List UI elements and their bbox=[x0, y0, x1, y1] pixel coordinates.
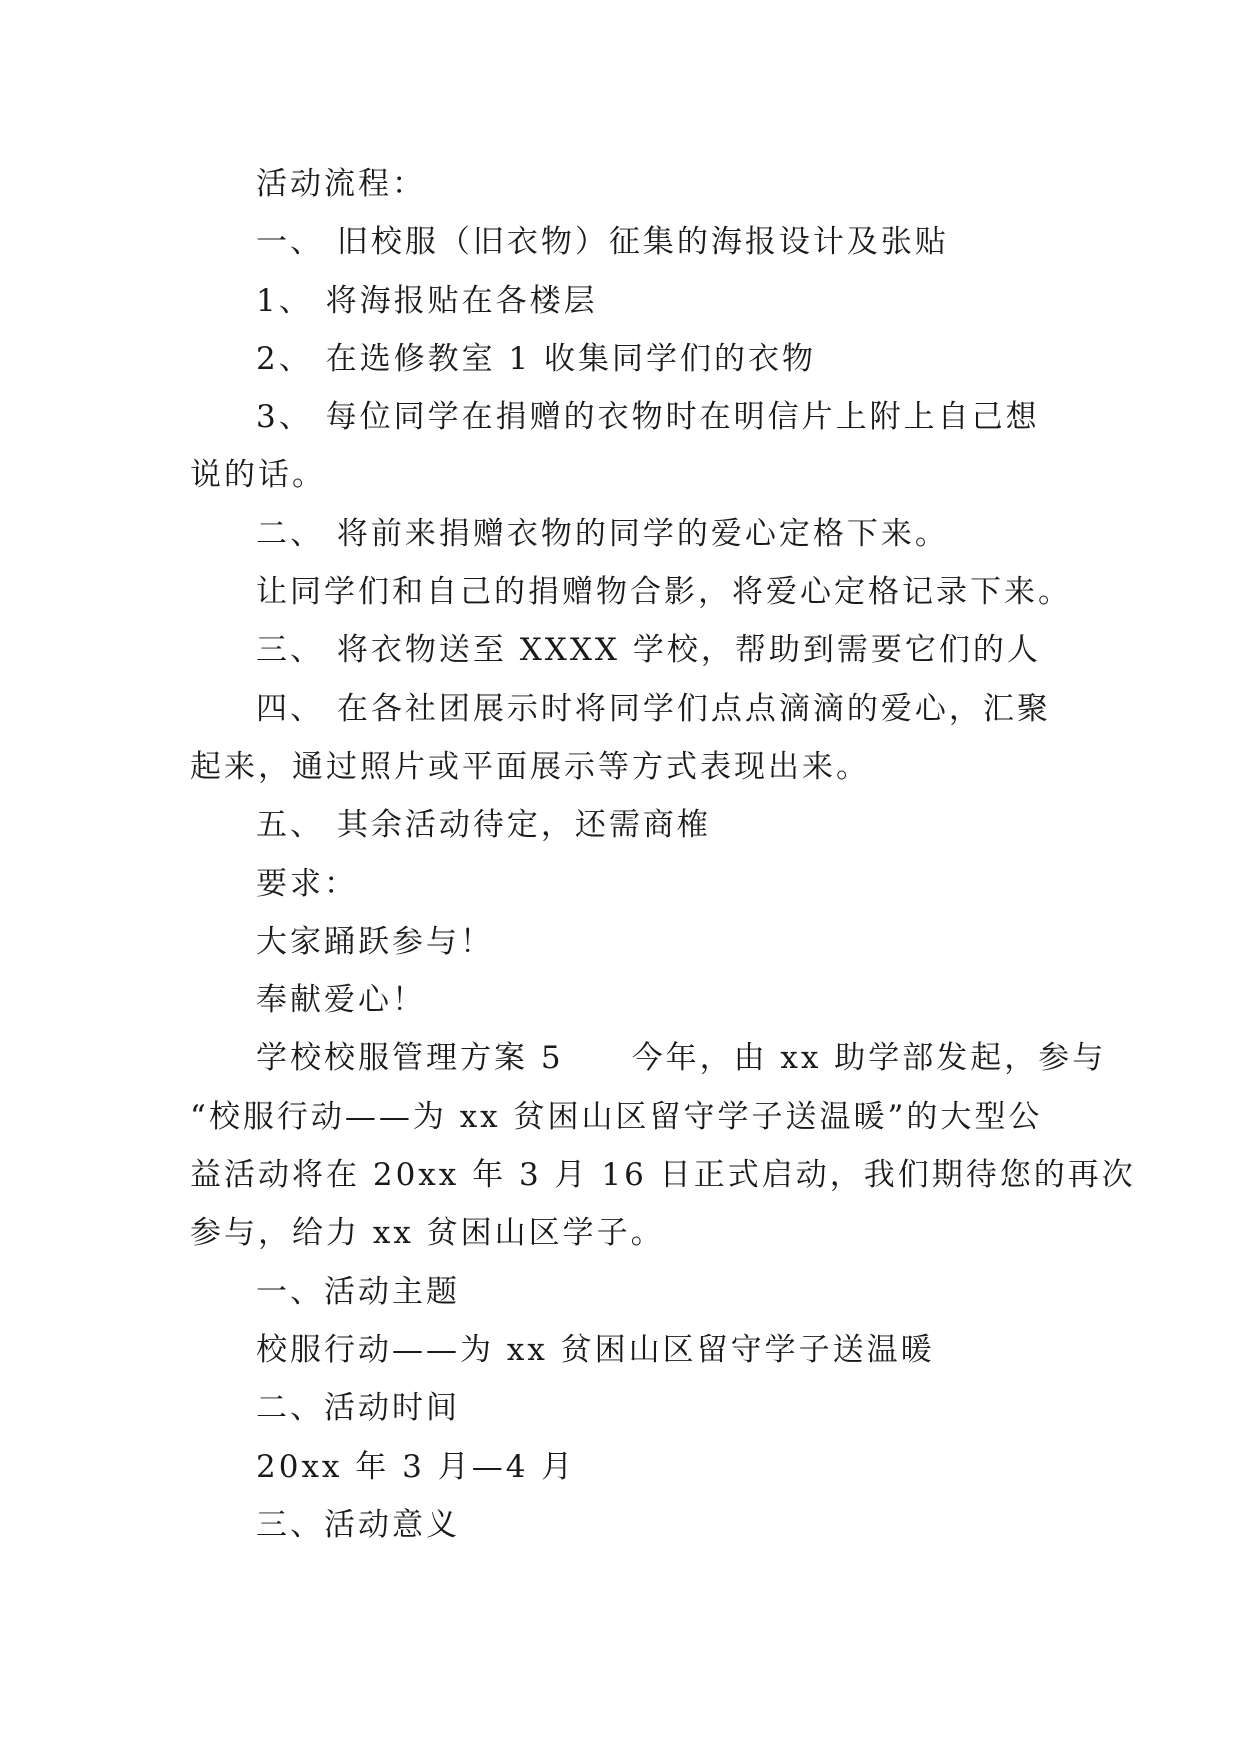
paragraph-line: 二、活动时间 bbox=[256, 1390, 460, 1427]
document-body bbox=[190, 155, 1136, 1554]
paragraph-line: 校服行动——为 xx 贫困山区留守学子送温暖 bbox=[256, 1331, 935, 1368]
paragraph-line: 二、 将前来捐赠衣物的同学的爱心定格下来。 bbox=[256, 515, 949, 552]
paragraph-line: 参与，给力 xx 贫困山区学子。 bbox=[190, 1215, 665, 1252]
paragraph-line: 2、 在选修教室 1 收集同学们的衣物 bbox=[256, 340, 817, 377]
paragraph-line: 一、活动主题 bbox=[256, 1273, 460, 1310]
paragraph-line: 3、 每位同学在捐赠的衣物时在明信片上附上自己想 bbox=[256, 399, 1040, 436]
paragraph-line: 奉献爱心！ bbox=[256, 982, 426, 1019]
paragraph-line: 四、 在各社团展示时将同学们点点滴滴的爱心，汇聚 bbox=[256, 690, 1051, 727]
paragraph-line: 活动流程： bbox=[256, 166, 426, 202]
paragraph-line: 大家踊跃参与！ bbox=[256, 923, 494, 960]
paragraph-line: 三、活动意义 bbox=[256, 1506, 460, 1543]
paragraph-line: 三、 将衣物送至 XXXX 学校，帮助到需要它们的人 bbox=[256, 632, 1041, 669]
paragraph-line: 让同学们和自己的捐赠物合影，将爱心定格记录下来。 bbox=[256, 574, 1072, 611]
paragraph-line: 1、 将海报贴在各楼层 bbox=[256, 282, 598, 319]
paragraph-line: 益活动将在 20xx 年 3 月 16 日正式启动，我们期待您的再次 bbox=[190, 1157, 1136, 1194]
paragraph-line: 一、 旧校服（旧衣物）征集的海报设计及张贴 bbox=[256, 224, 949, 261]
paragraph-line: 说的话。 bbox=[190, 457, 326, 494]
paragraph-line: 要求： bbox=[256, 865, 358, 902]
paragraph-line: 20xx 年 3 月—4 月 bbox=[256, 1448, 576, 1485]
paragraph-line: “校服行动——为 xx 贫困山区留守学子送温暖”的大型公 bbox=[190, 1098, 1043, 1135]
paragraph-line: 起来，通过照片或平面展示等方式表现出来。 bbox=[190, 748, 870, 785]
paragraph-line: 五、 其余活动待定，还需商榷 bbox=[256, 807, 711, 844]
paragraph-line: 学校校服管理方案 5 今年，由 xx 助学部发起，参与 bbox=[256, 1040, 1107, 1077]
